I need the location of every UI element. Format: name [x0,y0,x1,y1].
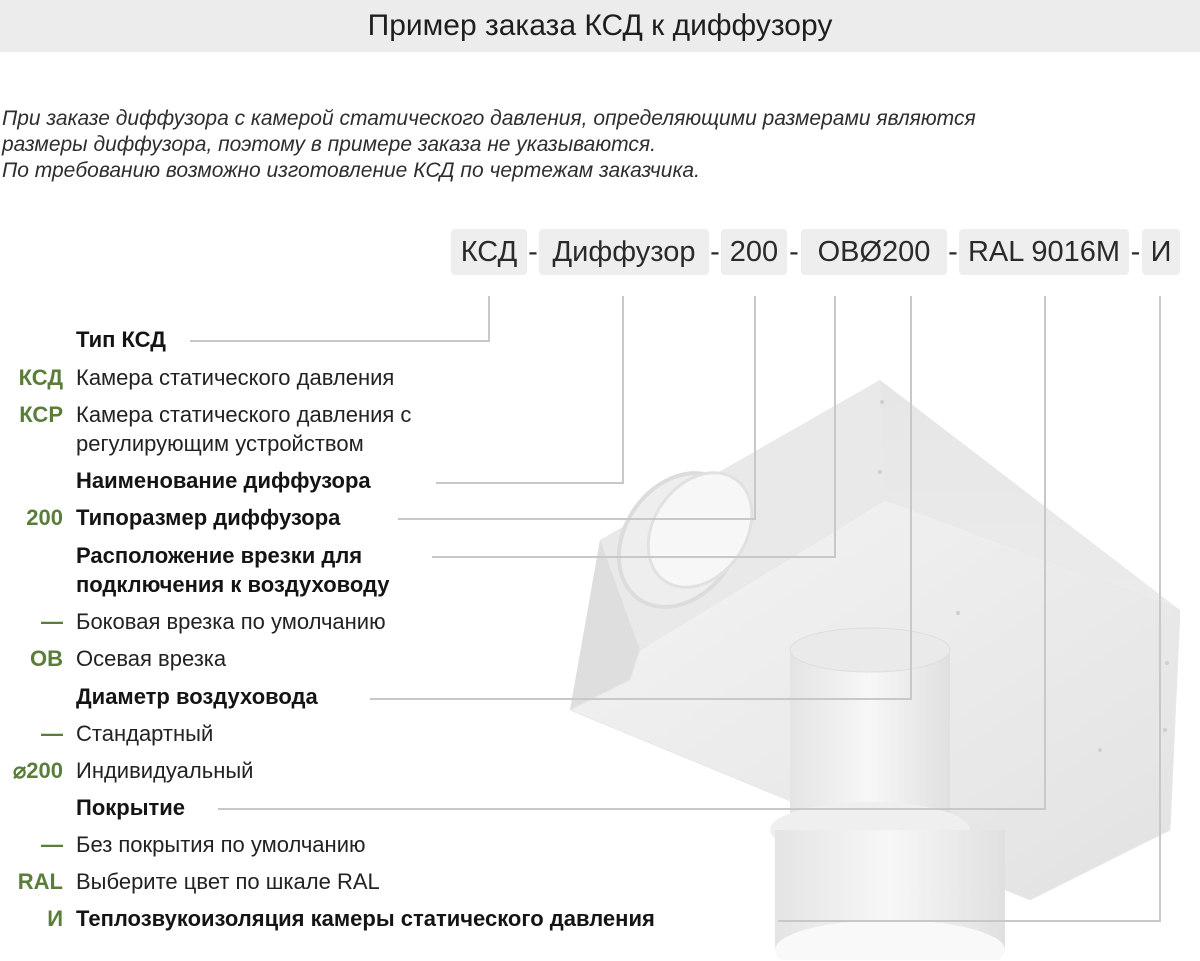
code-separator: - [528,235,538,268]
leader-line [778,920,1161,922]
code-separator: - [948,235,958,268]
option-code: — [41,609,63,634]
leader-line [218,808,1046,810]
type-heading: Тип КСД [76,327,166,352]
option-desc: Камера статического давления с [76,402,412,427]
option-desc: Осевая врезка [76,646,227,671]
leader-line [190,340,490,342]
leader-line [398,518,756,520]
code-part: RAL 9016M [967,235,1121,268]
option-code: ОВ [30,646,63,671]
intro-line: При заказе диффузора с камерой статического давления, определяющими размерами являются [2,107,976,130]
code-chip-ral [959,229,1129,275]
code-separator: - [789,235,799,268]
option-code: 200 [26,505,63,530]
code-chip-size [721,229,787,275]
code-separator: - [1130,235,1141,268]
intro-line: По требованию возможно изготовление КСД по чертежам заказчика. [2,159,700,182]
code-part: 200 [729,235,779,268]
insulation-heading: Теплозвукоизоляция камеры статического давления [76,906,655,931]
option-desc: Индивидуальный [76,758,254,783]
inlet-heading: подключения к воздуховоду [76,572,390,597]
code-chip-insulation [1142,229,1180,275]
option-code: И [47,906,63,931]
leader-line [622,296,624,482]
leader-line [834,296,836,556]
name-heading: Наименование диффузора [76,468,371,493]
code-chip-diffuser [539,229,709,275]
option-desc: регулирующим устройством [76,431,364,456]
code-chip-inlet [801,229,947,275]
code-part: Диффузор [552,235,696,268]
option-desc: Камера статического давления [76,365,395,390]
code-part: КСД [460,235,518,268]
size-heading: Типоразмер диффузора [76,505,341,530]
option-code: КСД [18,365,63,390]
leader-line [910,296,912,698]
option-code: RAL [17,869,63,894]
code-part: И [1150,235,1172,268]
page-title: Пример заказа КСД к диффузору [367,9,833,42]
code-part: ОВØ200 [817,235,931,268]
leader-line [436,482,624,484]
option-code: ⌀200 [13,758,63,783]
option-desc: Выберите цвет по шкале RAL [76,869,380,894]
inlet-heading: Расположение врезки для [76,543,363,568]
intro-text [2,106,1162,184]
leader-line [1159,296,1161,920]
option-desc: Без покрытия по умолчанию [76,832,366,857]
page-header [0,0,1200,52]
leader-line [370,698,912,700]
intro-line: размеры диффузора, поэтому в примере заказа не указываются. [2,133,656,156]
code-chip-type [451,229,527,275]
leader-line [1044,296,1046,808]
option-code: — [41,721,63,746]
coating-heading: Покрытие [76,795,186,820]
leader-line [488,296,490,340]
plenum-box-image [560,380,1180,960]
leader-line [432,556,836,558]
diameter-heading: Диаметр воздуховода [76,684,318,709]
option-desc: Стандартный [76,721,214,746]
code-separator: - [710,235,720,268]
option-desc: Боковая врезка по умолчанию [76,609,386,634]
leader-line [754,296,756,518]
option-code: — [41,832,63,857]
option-code: КСР [19,402,63,427]
